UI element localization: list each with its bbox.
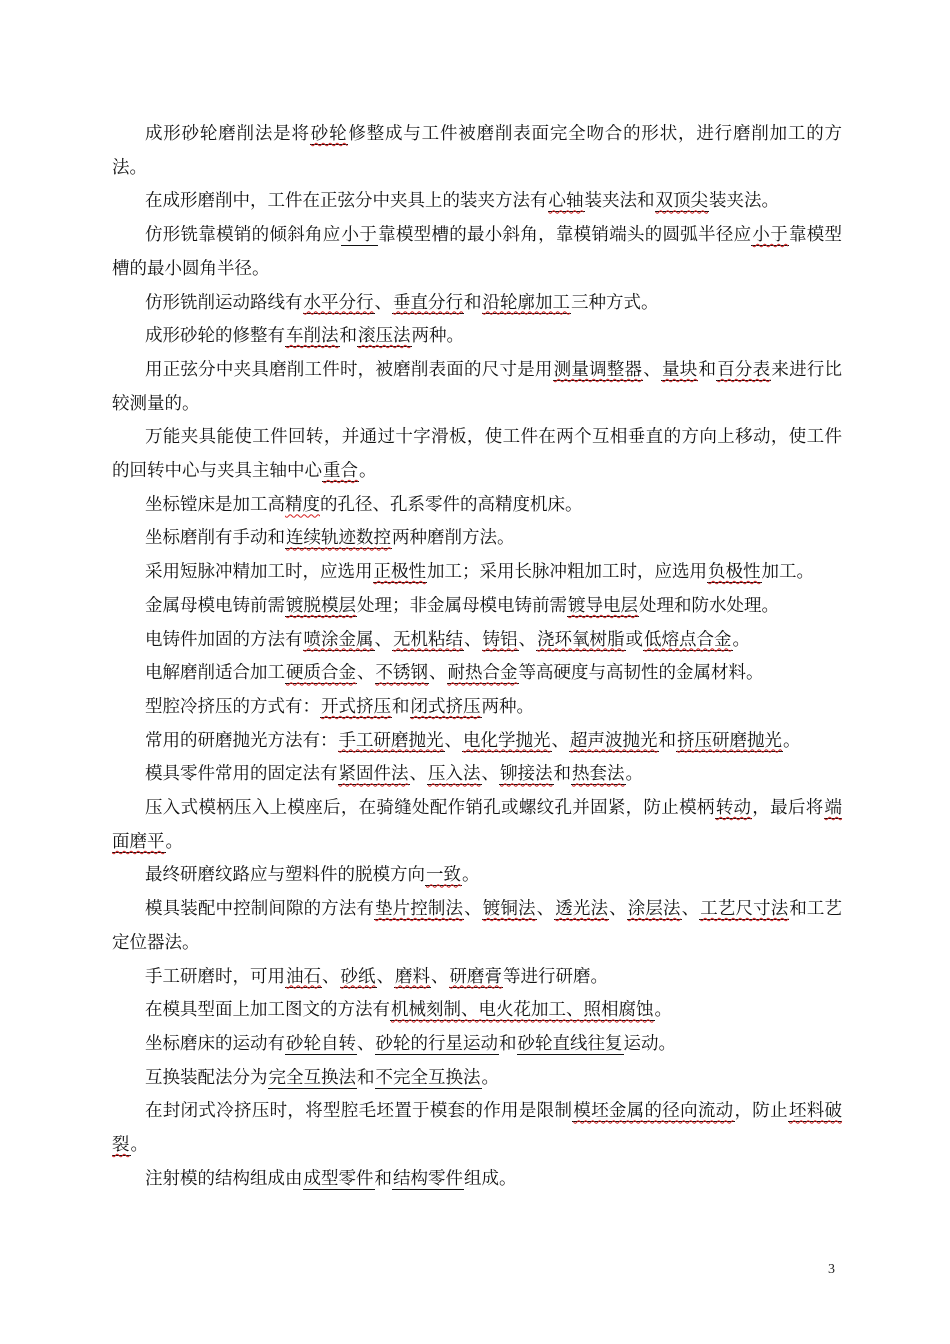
answer-blank: 紧固件法 [338, 764, 409, 785]
answer-blank: 一致 [426, 865, 461, 886]
document-body [112, 118, 842, 1197]
paragraph-text: 。 [783, 730, 801, 751]
answer-blank: 手工研磨抛光 [338, 730, 444, 751]
answer-blank: 透光法 [555, 899, 609, 920]
paragraph-text: 和 [339, 326, 357, 347]
answer-blank: 正极性 [373, 562, 426, 583]
paragraph [112, 489, 842, 523]
answer-blank: 结构零件 [393, 1168, 463, 1189]
paragraph-text: 。 [732, 629, 750, 650]
paragraph-text: 、 [536, 899, 555, 920]
answer-blank: 量块 [662, 359, 698, 380]
paragraph-text: 仿形铣靠模销的倾斜角应 [145, 225, 341, 246]
answer-blank: 坯料破裂 [112, 1101, 843, 1156]
answer-blank: 砂轮自转 [286, 1033, 356, 1054]
answer-blank: 电化学抛光 [463, 730, 551, 751]
page-number: 3 [828, 1262, 835, 1277]
paragraph-text: 、 [464, 899, 482, 920]
answer-blank: 低熔点合金 [644, 629, 732, 650]
paragraph-text: 和 [464, 292, 482, 313]
answer-blank: 水平分行 [303, 292, 374, 313]
paragraph-text: 处理和防水处理。 [639, 595, 779, 616]
answer-blank: 镀铜法 [482, 899, 536, 920]
paragraph-text: 加工；采用长脉冲粗加工时，应选用 [427, 562, 707, 583]
answer-blank: 垂直分行 [393, 292, 463, 313]
paragraph-text: 万能夹具能使工件回转，并通过十字滑板，使工件在两个互相垂直的方向上移动，使工件的回转中心与夹具主轴中心 [112, 427, 842, 482]
paragraph-text: 成形砂轮的修整有 [145, 326, 285, 347]
paragraph-text: ，防止 [734, 1101, 788, 1122]
paragraph-text: 、 [609, 899, 627, 920]
answer-blank: 压入法 [428, 764, 481, 785]
paragraph-text: 。 [462, 865, 480, 886]
paragraph-text: 、 [357, 1033, 375, 1054]
paragraph [112, 320, 842, 354]
paragraph [112, 725, 842, 759]
answer-blank: 双顶尖 [655, 191, 708, 212]
answer-blank: 沿轮廓加工 [482, 292, 570, 313]
paragraph-text: 两种磨削方法。 [392, 528, 515, 549]
answer-blank: 小于 [341, 225, 378, 246]
paragraph-text: 、 [481, 764, 499, 785]
paragraph-text: 在封闭式冷挤压时，将型腔毛坯置于模套的作用是限制 [145, 1101, 573, 1122]
paragraph-text: 三种方式。 [571, 292, 659, 313]
answer-blank: 油石 [286, 966, 321, 987]
paragraph-text: 、 [681, 899, 700, 920]
paragraph-text: 和 [357, 1067, 375, 1088]
paragraph-text: 在模具型面上加工图文的方法有 [145, 1000, 390, 1021]
paragraph [112, 691, 842, 725]
paragraph-text: 加工。 [761, 562, 814, 583]
paragraph-text: ，最后将 [752, 798, 824, 819]
paragraph-text: 、 [518, 629, 536, 650]
paragraph-text: 互换装配法分为 [145, 1067, 268, 1088]
paragraph [112, 118, 842, 185]
paragraph-text: 和 [698, 359, 717, 380]
paragraph-text: 和 [658, 730, 676, 751]
answer-blank: 小于 [752, 225, 788, 246]
paragraph-text: 两种。 [411, 326, 464, 347]
paragraph-text: 模具零件常用的固定法有 [145, 764, 338, 785]
paragraph-text: 运动。 [623, 1033, 676, 1054]
answer-blank: 成型零件 [303, 1168, 374, 1189]
paragraph [112, 994, 842, 1028]
paragraph-text: 两种。 [481, 696, 534, 717]
paragraph-text: 、 [429, 663, 447, 684]
paragraph-text: 。 [359, 461, 377, 482]
paragraph-text: 型腔冷挤压的方式有： [145, 696, 320, 717]
answer-blank: 砂纸 [340, 966, 376, 987]
paragraph-text: 在成形磨削中，工件在正弦分中夹具上的装夹方法有 [145, 191, 548, 212]
paragraph-text: 。 [625, 764, 643, 785]
answer-blank: 重合 [323, 461, 358, 482]
answer-blank: 砂轮直线往复 [517, 1033, 623, 1054]
paragraph-text: 金属母模电铸前需 [145, 595, 285, 616]
answer-blank: 硬质合金 [286, 663, 356, 684]
paragraph-text: 注射模的结构组成由 [145, 1168, 303, 1189]
paragraph-text: 电解磨削适合加工 [145, 663, 285, 684]
paragraph-text: 压入式模柄压入上模座后，在骑缝处配作销孔或螺纹孔并固紧，防止模柄 [145, 798, 715, 819]
answer-blank: 完全互换法 [268, 1067, 356, 1088]
paragraph-text: 坐标磨削有手动和 [145, 528, 285, 549]
paragraph-text: 和 [392, 696, 410, 717]
answer-blank: 研磨膏 [449, 966, 502, 987]
paragraph-text: 处理；非金属母模电铸前需 [357, 595, 567, 616]
paragraph-text: 、 [643, 359, 662, 380]
paragraph-text: 的孔径、孔系零件的高精度机床。 [320, 494, 583, 515]
answer-blank: 磨料 [395, 966, 430, 987]
answer-blank: 垫片控制法 [375, 899, 464, 920]
paragraph-text: 。 [130, 1135, 148, 1156]
answer-blank: 砂轮的行星运动 [375, 1033, 498, 1054]
paragraph-text: 常用的研磨抛光方法有： [145, 730, 338, 751]
answer-blank: 工艺尺寸法 [700, 899, 789, 920]
paragraph-text: 装夹法。 [709, 191, 779, 212]
answer-blank: 转动 [715, 798, 752, 819]
paragraph [112, 893, 842, 960]
answer-blank: 负极性 [708, 562, 761, 583]
answer-blank: 机械刻制、电火花加工、照相腐蚀 [391, 1000, 654, 1021]
paragraph-text: 、 [322, 966, 340, 987]
paragraph-text: 、 [374, 292, 392, 313]
paragraph-text: 用正弦分中夹具磨削工件时，被磨削表面的尺寸是用 [145, 359, 553, 380]
answer-blank: 心轴 [548, 191, 584, 212]
answer-blank: 百分表 [717, 359, 771, 380]
paragraph [112, 219, 842, 286]
paragraph-text: 、 [376, 966, 394, 987]
paragraph-text: 靠模型槽的最小斜角，靠模销端头的圆弧半径应 [378, 225, 752, 246]
paragraph [112, 421, 842, 488]
paragraph-text: 仿形铣削运动路线有 [145, 292, 303, 313]
paragraph [112, 185, 842, 219]
answer-blank: 挤压研磨抛光 [677, 730, 782, 751]
paragraph [112, 792, 842, 859]
paragraph-text: 和 [499, 1033, 517, 1054]
paragraph [112, 859, 842, 893]
paragraph-text: 坐标磨床的运动有 [145, 1033, 285, 1054]
paragraph [112, 1062, 842, 1096]
paragraph [112, 1028, 842, 1062]
answer-blank: 车削法 [286, 326, 339, 347]
paragraph-text: 来进行比较测量的。 [112, 359, 843, 414]
answer-blank: 滚压法 [358, 326, 411, 347]
answer-blank: 闭式挤压 [410, 696, 481, 717]
paragraph-text: 和 [553, 764, 571, 785]
paragraph-text: 和 [374, 1168, 392, 1189]
answer-blank: 涂层法 [627, 899, 681, 920]
paragraph-text: 成形砂轮磨削法是将 [145, 124, 310, 144]
paragraph-text: 最终研磨纹路应与塑料件的脱模方向 [145, 865, 425, 886]
paragraph-text: 手工研磨时，可用 [145, 966, 285, 987]
paragraph [112, 287, 842, 321]
answer-blank: 铸铝 [482, 629, 518, 650]
paragraph [112, 657, 842, 691]
answer-blank: 热套法 [572, 764, 625, 785]
answer-blank: 无机粘结 [393, 629, 463, 650]
answer-blank: 不完全互换法 [375, 1067, 481, 1088]
paragraph-text: 等进行研磨。 [503, 966, 608, 987]
paragraph-text: 电铸件加固的方法有 [145, 629, 303, 650]
answer-blank: 喷涂金属 [303, 629, 374, 650]
paragraph-text: 。 [654, 1000, 672, 1021]
paragraph-text: 、 [431, 966, 449, 987]
paragraph-text: 、 [409, 764, 427, 785]
answer-blank: 铆接法 [500, 764, 553, 785]
paragraph-text: 、 [464, 629, 482, 650]
paragraph [112, 556, 842, 590]
paragraph-text: 。 [165, 831, 183, 852]
paragraph-text: 、 [357, 663, 375, 684]
answer-blank: 砂轮 [310, 124, 348, 144]
paragraph-text: 。 [481, 1067, 499, 1088]
paragraph [112, 522, 842, 556]
paragraph-text: 、 [551, 730, 569, 751]
paragraph-text: 装夹法和 [584, 191, 655, 212]
paragraph [112, 961, 842, 995]
paragraph-text: 靠模型槽的最小圆角半径。 [112, 225, 843, 279]
answer-blank: 开式挤压 [321, 696, 391, 717]
answer-blank: 端面磨平 [112, 798, 843, 852]
paragraph-text: 模具装配中控制间隙的方法有 [145, 899, 375, 920]
answer-blank: 测量调整器 [553, 359, 643, 380]
paragraph-text: 或 [625, 629, 643, 650]
answer-blank: 连续轨迹数控 [286, 528, 391, 549]
paragraph [112, 590, 842, 624]
paragraph-text: 坐标镗床是加工高 [145, 494, 285, 515]
paragraph [112, 1095, 842, 1162]
answer-blank: 精度 [285, 494, 320, 515]
answer-blank: 模坯金属的径向流动 [573, 1101, 734, 1122]
paragraph-text: 采用短脉冲精加工时，应选用 [145, 562, 373, 583]
paragraph [112, 624, 842, 658]
paragraph-text: 和工艺定位器法。 [112, 899, 843, 953]
paragraph-text: 修整成与工件被磨削表面完全吻合的形状，进行磨削加工的方法。 [112, 124, 843, 178]
paragraph [112, 354, 842, 421]
answer-blank: 超声波抛光 [570, 730, 658, 751]
paragraph-text: 、 [444, 730, 462, 751]
answer-blank: 镀脱模层 [286, 595, 356, 616]
answer-blank: 镀导电层 [568, 595, 638, 616]
paragraph [112, 758, 842, 792]
answer-blank: 不锈钢 [375, 663, 428, 684]
answer-blank: 耐热合金 [447, 663, 518, 684]
paragraph-text: 组成。 [464, 1168, 517, 1189]
paragraph-text: 、 [374, 629, 392, 650]
answer-blank: 浇环氧树脂 [537, 629, 625, 650]
paragraph-text: 等高硬度与高韧性的金属材料。 [518, 663, 764, 684]
paragraph [112, 1163, 842, 1197]
